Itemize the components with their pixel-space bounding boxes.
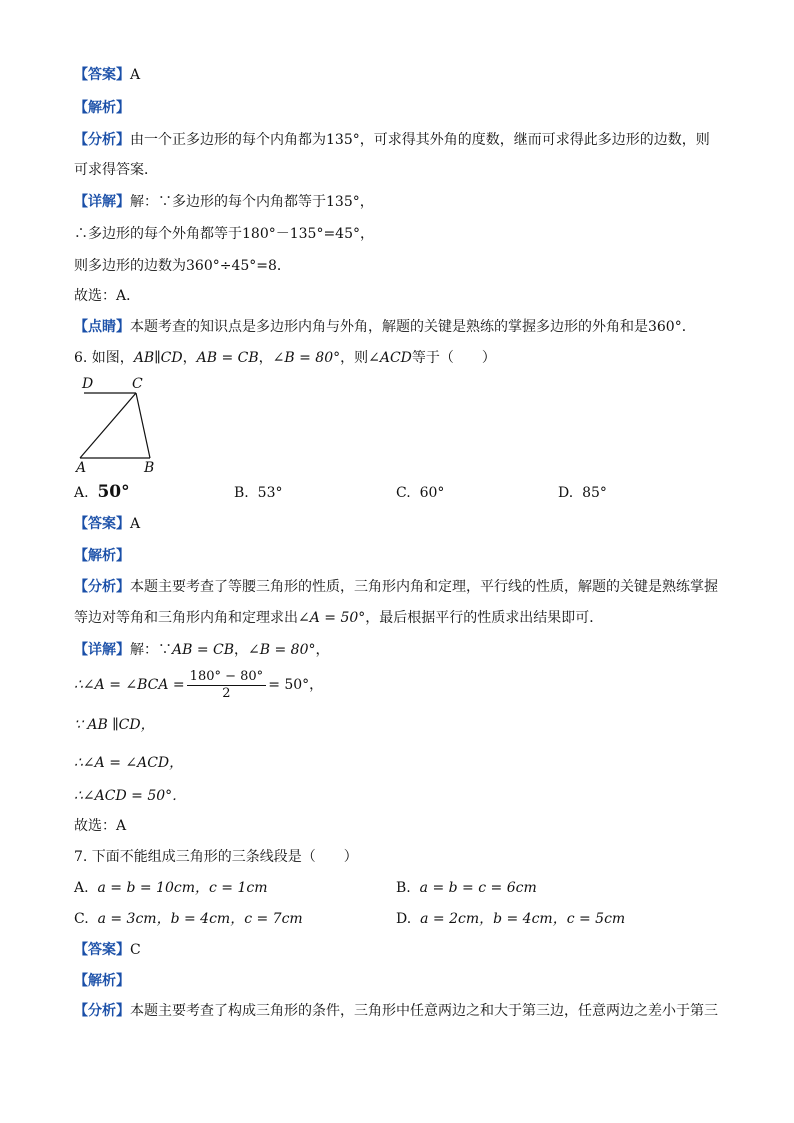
q6-option-a [74, 482, 130, 503]
option-value: a = 3cm，b = 4cm，c = 7cm [97, 911, 303, 927]
step-math: ∴∠A = ∠BCA = [74, 677, 185, 693]
stem-text: 等于（ ） [411, 350, 496, 366]
label-d: D [82, 376, 94, 392]
xiangjie-math: AB = CB [172, 642, 235, 658]
option-letter: C. [396, 485, 411, 501]
q7-fenxi-line-1 [74, 1001, 718, 1021]
option-letter: B. [234, 485, 249, 501]
xiangjie-text: 解：∵ [130, 642, 172, 658]
q5-answer-line [74, 65, 140, 85]
fenxi-tag: 【分析】 [74, 579, 130, 595]
q6-stem [74, 348, 496, 368]
option-letter: A. [74, 880, 89, 896]
option-letter: C. [74, 911, 89, 927]
q7-option-b [396, 878, 537, 898]
segment-cb [136, 393, 150, 458]
dianjing-tag: 【点睛】 [74, 319, 130, 335]
q6-step-4 [74, 753, 183, 773]
xiangjie-text: ， [315, 642, 330, 658]
option-value: a = b = 10cm，c = 1cm [97, 880, 268, 896]
option-letter: D. [558, 485, 574, 501]
fraction-denominator: 2 [222, 685, 231, 701]
jiexi-tag: 【解析】 [74, 100, 130, 116]
option-letter: B. [396, 880, 411, 896]
step-math: ∴∠ACD = 50°． [74, 788, 187, 804]
fenxi-text: 可求得答案． [74, 162, 158, 178]
segment-ac [80, 393, 136, 458]
fraction [187, 669, 267, 702]
fenxi-text: 本题主要考查了构成三角形的条件，三角形中任意两边之和大于第三边，任意两边之差小于第三 [130, 1003, 718, 1019]
q7-jiexi-line [74, 971, 130, 991]
xiangjie-tag: 【详解】 [74, 194, 130, 210]
dianjing-text: 本题考查的知识点是多边形内角与外角，解题的关键是熟练的掌握多边形的外角和是360°． [130, 319, 696, 335]
stem-math: ∠ACD [368, 350, 412, 366]
label-a: A [76, 460, 87, 476]
step-math: ∵ AB ∥CD， [74, 717, 155, 733]
option-value: a = 2cm，b = 4cm，c = 5cm [420, 911, 626, 927]
fenxi-text: 由一个正多边形的每个内角都为135°，可求得其外角的度数，继而可求得此多边形的边数，则 [130, 132, 710, 148]
fenxi-tag: 【分析】 [74, 1003, 130, 1019]
fenxi-text: 等边对等角和三角形内角和定理求出 [74, 610, 298, 626]
answer-value: A [130, 67, 141, 83]
fenxi-math: ∠A = 50° [298, 610, 366, 626]
q7-option-d [396, 909, 625, 929]
jiexi-tag: 【解析】 [74, 548, 130, 564]
option-letter: A. [74, 485, 89, 501]
q5-xiangjie-line-1 [74, 192, 374, 212]
answer-tag: 【答案】 [74, 942, 130, 958]
stem-text: ，则 [340, 350, 369, 366]
q6-option-b [234, 483, 282, 503]
xiangjie-text: 解：∵多边形的每个内角都等于135°， [130, 194, 374, 210]
q6-jiexi-line [74, 546, 130, 566]
fenxi-text: ，最后根据平行的性质求出结果即可． [365, 610, 604, 626]
xiangjie-math: ∠B = 80° [248, 642, 316, 658]
step-text: ∴多边形的每个外角都等于180°－135°=45°， [74, 226, 374, 242]
q6-fenxi-line-1 [74, 577, 718, 597]
q5-step-2 [74, 224, 374, 244]
q5-fenxi-line-2 [74, 160, 158, 180]
q7-answer-line [74, 940, 141, 960]
step-math: ∴∠A = ∠ACD， [74, 755, 184, 771]
option-value: a = b = c = 6cm [419, 880, 537, 896]
label-b: B [144, 460, 155, 476]
q7-option-c [74, 909, 303, 929]
option-value: 85° [582, 485, 607, 501]
xiangjie-text: ， [234, 642, 249, 658]
guxuan-text: 故选：A． [74, 288, 141, 304]
q6-option-d [558, 483, 607, 503]
step-text: 则多边形的边数为360°÷45°=8． [74, 258, 291, 274]
guxuan-text: 故选：A [74, 818, 127, 834]
q7-stem [74, 847, 358, 867]
fraction-numerator: 180° − 80° [187, 669, 267, 686]
q7-option-a [74, 878, 267, 898]
q6-step-5 [74, 786, 186, 806]
answer-tag: 【答案】 [74, 516, 130, 532]
q5-guxuan [74, 286, 140, 306]
answer-value: C [130, 942, 141, 958]
q5-step-3 [74, 256, 291, 276]
q6-step-3 [74, 715, 155, 735]
q6-step-2 [74, 668, 323, 702]
stem-text: 7. 下面不能组成三角形的三条线段是（ ） [74, 849, 358, 865]
stem-text: ， [258, 350, 273, 366]
q6-answer-line [74, 514, 140, 534]
stem-math: AB∥CD [133, 350, 183, 366]
step-text: = 50°， [268, 677, 324, 693]
jiexi-tag: 【解析】 [74, 973, 130, 989]
q6-fenxi-line-2 [74, 608, 603, 628]
fenxi-tag: 【分析】 [74, 132, 130, 148]
q5-jiexi-line [74, 98, 130, 118]
stem-text: ， [182, 350, 197, 366]
stem-text: 6. 如图， [74, 350, 134, 366]
stem-math: ∠B = 80° [272, 350, 341, 366]
answer-value: A [130, 516, 141, 532]
option-letter: D. [396, 911, 412, 927]
xiangjie-tag: 【详解】 [74, 642, 130, 658]
option-value: 53° [257, 485, 283, 501]
option-value: 60° [419, 485, 445, 501]
trapezoid-figure [74, 374, 174, 478]
q6-option-c [396, 483, 444, 503]
q5-fenxi-line-1 [74, 130, 710, 150]
q5-dianjing-line [74, 317, 696, 337]
stem-math: AB = CB [196, 350, 259, 366]
q6-guxuan [74, 816, 126, 836]
fenxi-text: 本题主要考查了等腰三角形的性质，三角形内角和定理，平行线的性质，解题的关键是熟练掌握 [130, 579, 718, 595]
answer-tag: 【答案】 [74, 67, 130, 83]
option-value: 50° [97, 482, 130, 502]
q6-xiangjie-line [74, 640, 330, 660]
label-c: C [132, 376, 143, 392]
